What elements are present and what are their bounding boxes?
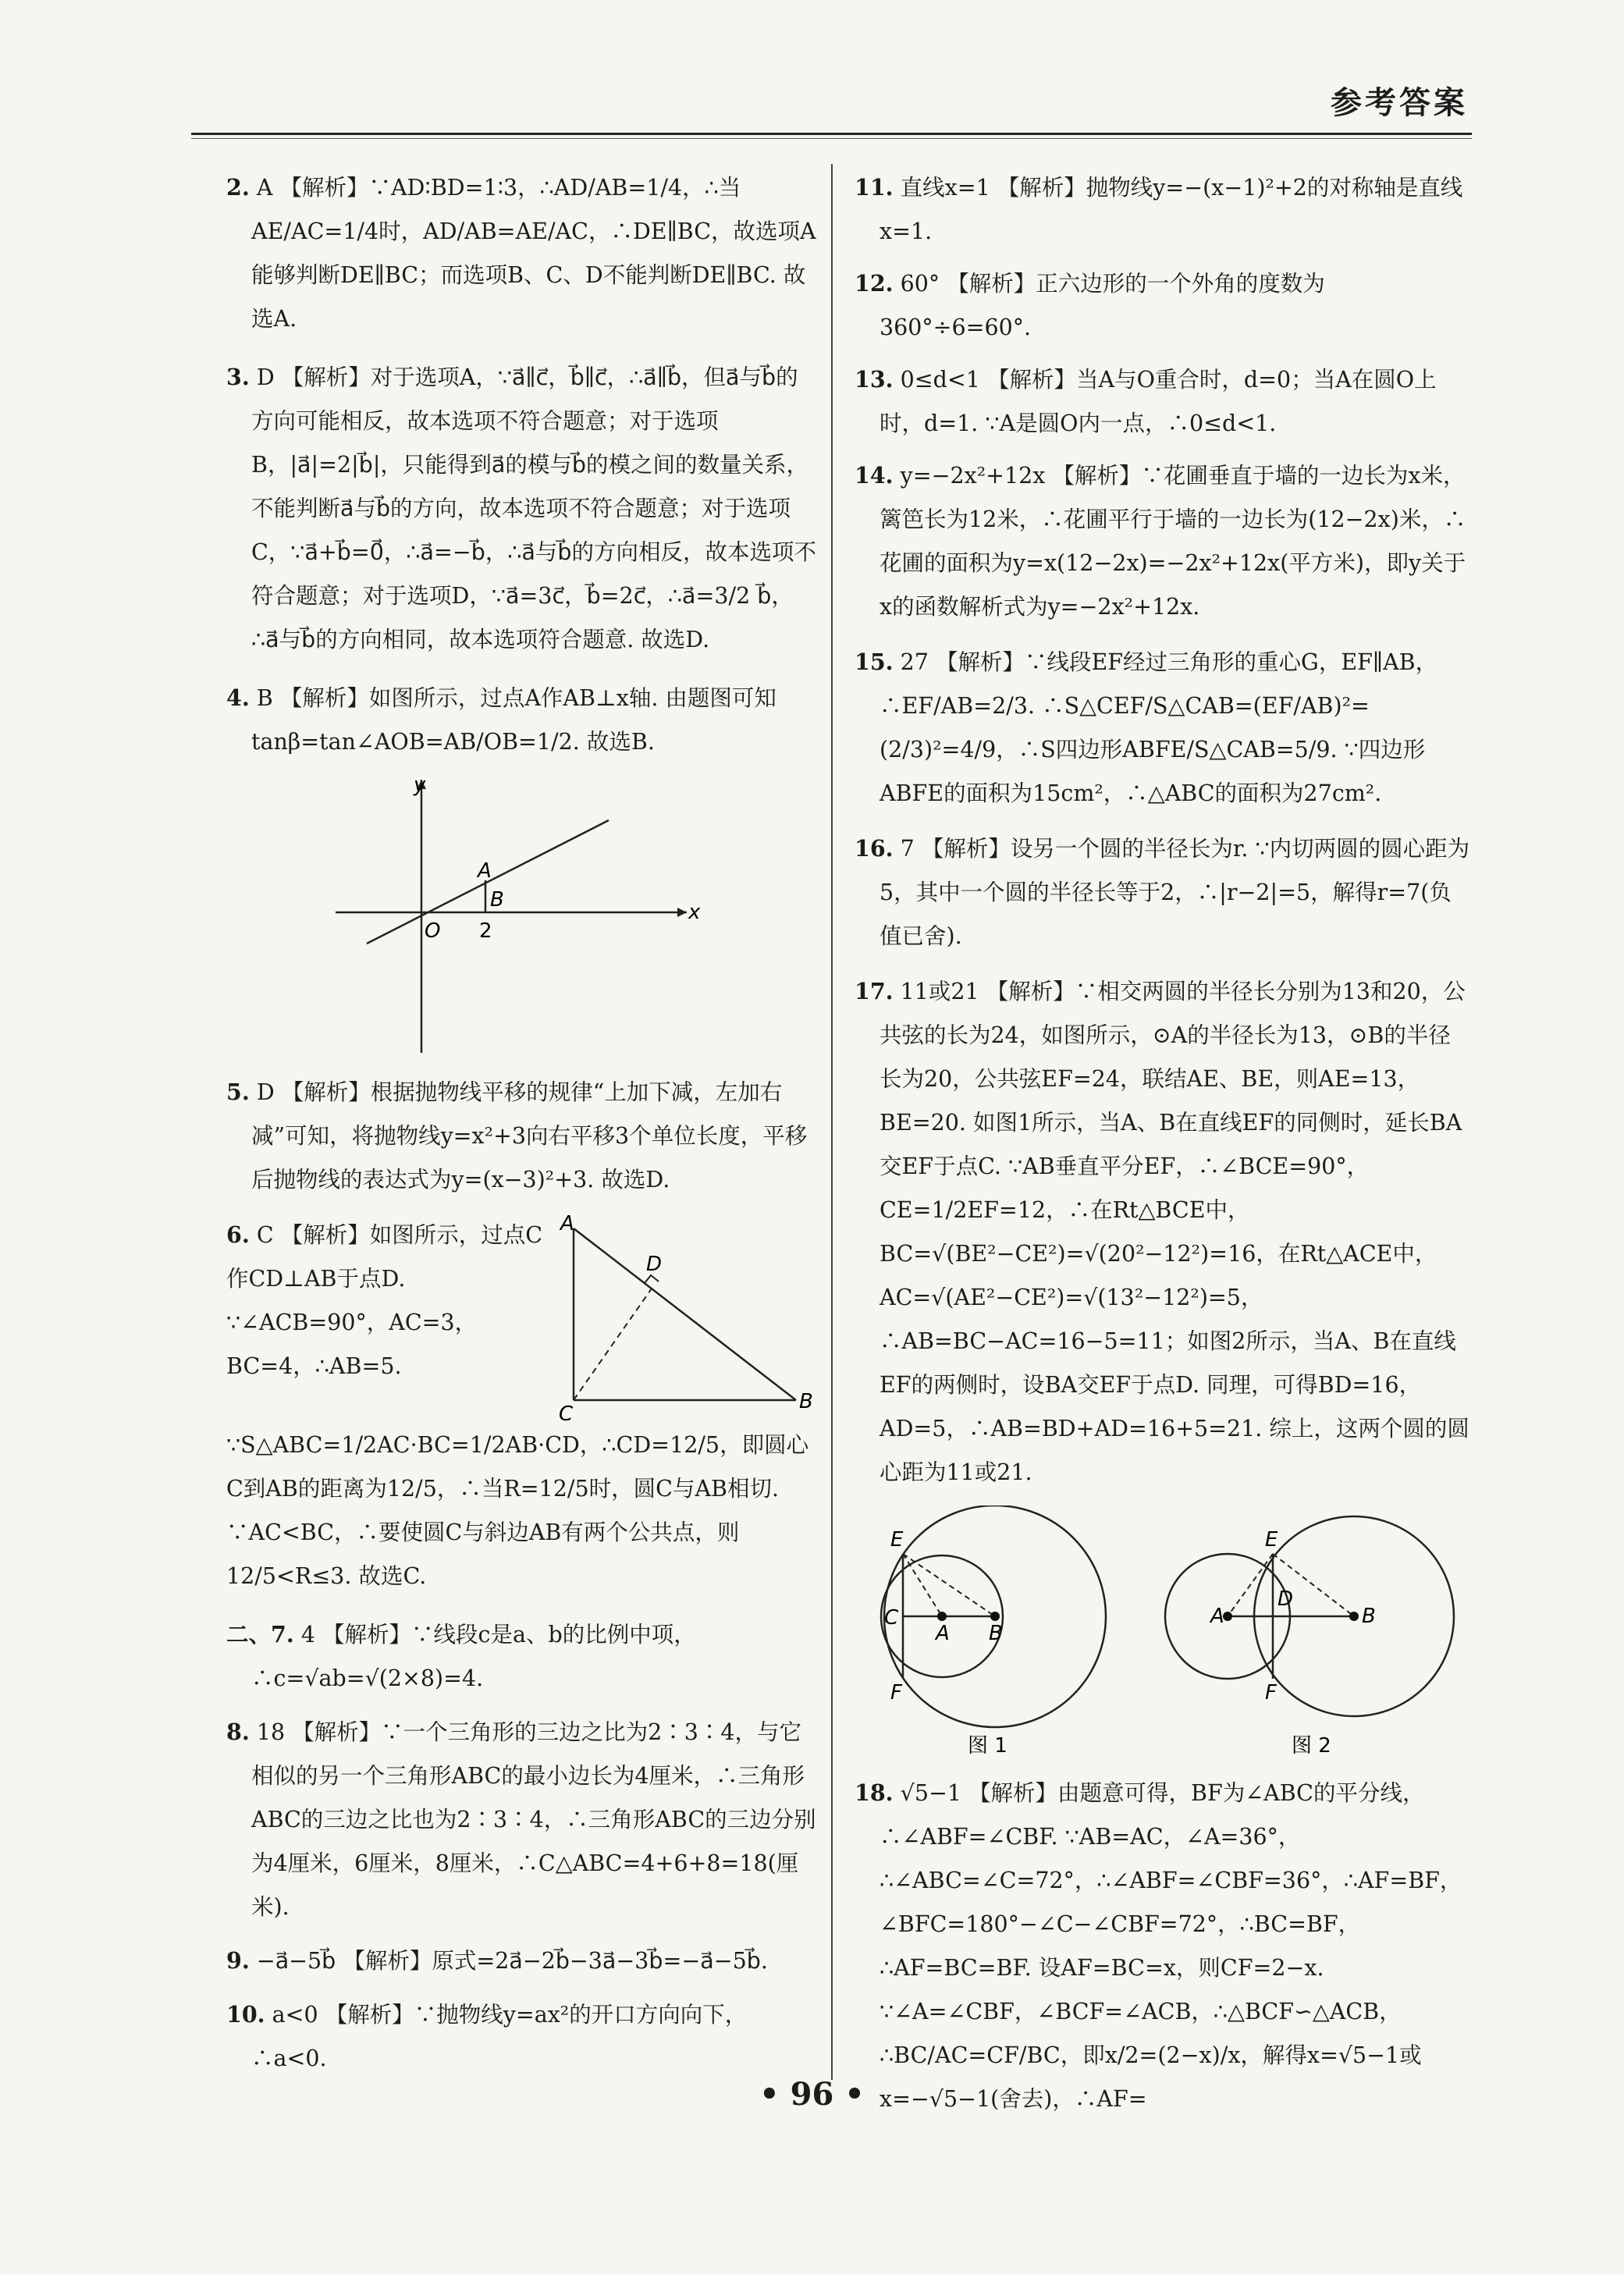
q6-label-d: D <box>646 1253 663 1276</box>
answer-15-text: 27 【解析】∵线段EF经过三角形的重心G，EF∥AB，∴EF/AB=2/3. ∴S△CEF/S△CAB=(EF/AB)²=(2/3)²=4/9，∴S四边形ABFE/S△CAB=5/9. ∵四边形ABFE的面积为15cm²，∴△ABC的面积为27cm². <box>880 649 1438 806</box>
page-number: • 96 • <box>759 2076 865 2113</box>
answer-13-number: 13. <box>855 366 894 393</box>
q17-fig2-label-a: A <box>1210 1605 1224 1628</box>
answer-14-text: y=−2x²+12x 【解析】∵花圃垂直于墙的一边长为x米，篱笆长为12米，∴花圃平行于墙的一边长为(12−2x)米，∴花圃的面积为y=x(12−2x)=−2x²+12x(平方米)，即y关于x的函数解析式为y=−2x²+12x. <box>880 463 1466 620</box>
q17-fig1-label-e: E <box>890 1528 904 1552</box>
answer-14 <box>855 453 1471 629</box>
q6-label-a: A <box>560 1213 574 1235</box>
answer-15 <box>855 640 1471 816</box>
answer-12-number: 12. <box>855 270 894 297</box>
q17-fig2-label-b: B <box>1362 1605 1376 1628</box>
q17-fig1-segment-eb <box>903 1554 995 1616</box>
answer-10-text: a<0 【解析】∵抛物线y=ax²的开口方向向下，∴a<0. <box>251 2002 748 2071</box>
q17-fig1-point-b <box>990 1612 1000 1621</box>
answer-6 <box>226 1213 819 1598</box>
answer-5-text: D 【解析】根据抛物线平移的规律“上加下减，左加右减”可知，将抛物线y=x²+3向右平移3个单位长度，平移后抛物线的表达式为y=(x−3)²+3. 故选D. <box>251 1079 808 1193</box>
q17-fig1-segment-ea <box>903 1554 942 1616</box>
answer-16-text: 7 【解析】设另一个圆的半径长为r. ∵内切两圆的圆心距为5，其中一个圆的半径长等于2，∴|r−2|=5，解得r=7(负值已舍). <box>880 836 1470 949</box>
answer-9 <box>226 1939 819 1983</box>
answer-13 <box>855 357 1471 446</box>
answer-2-number: 2. <box>226 174 250 201</box>
answer-3 <box>226 355 819 662</box>
answer-18 <box>855 1771 1471 2121</box>
q4-label-y: y <box>414 773 426 797</box>
q17-fig1-point-a <box>937 1612 947 1621</box>
answer-10-number: 10. <box>226 2001 265 2028</box>
q17-figure-1 <box>881 1505 1106 1758</box>
q6-label-b: B <box>799 1390 813 1413</box>
q17-fig2-segment-ea <box>1228 1554 1273 1616</box>
answer-2 <box>226 165 819 341</box>
answer-12-text: 60° 【解析】正六边形的一个外角的度数为360°÷6=60°. <box>880 271 1325 340</box>
q4-coordinate-figure <box>226 764 819 1061</box>
answer-11-number: 11. <box>855 174 894 201</box>
q4-label-a: A <box>478 859 492 883</box>
q17-fig2-point-b <box>1349 1612 1359 1621</box>
answer-4-number: 4. <box>226 684 250 711</box>
answer-8-number: 8. <box>226 1719 250 1745</box>
q17-fig1-caption: 图 1 <box>968 1734 1007 1758</box>
answer-18-number: 18. <box>855 1779 894 1806</box>
page-header-title: 参考答案 <box>1331 85 1468 121</box>
answer-5-number: 5. <box>226 1079 250 1105</box>
answer-11-text: 直线x=1 【解析】抛物线y=−(x−1)²+2的对称轴是直线x=1. <box>880 175 1463 244</box>
left-column <box>226 165 819 2081</box>
q4-x-arrow <box>677 908 687 917</box>
q17-fig2-label-e: E <box>1265 1528 1278 1552</box>
answer-2-text: A 【解析】∵AD∶BD=1∶3，∴AD/AB=1/4，∴当AE/AC=1/4时，AD/AB=AE/AC，∴DE∥BC，故选项A能够判断DE∥BC；而选项B、C、D不能判断DE∥BC. 故选A. <box>251 175 816 332</box>
answer-4-text: B 【解析】如图所示，过点A作AB⊥x轴. 由题图可知tanβ=tan∠AOB=AB/OB=1/2. 故选B. <box>251 685 776 755</box>
answer-9-number: 9. <box>226 1947 250 1974</box>
q4-label-x: x <box>688 901 701 924</box>
q17-fig1-label-b: B <box>989 1622 1003 1645</box>
answer-5 <box>226 1070 819 1202</box>
answer-17-text: 11或21 【解析】∵相交两圆的半径长分别为13和20，公共弦的长为24，如图所示，⊙A的半径长为13，⊙B的半径长为20，公共弦EF=24，联结AE、BE，则AE=13，BE=20. 如图1所示，当A、B在直线EF的同侧时，延长BA交EF于点C. ∵AB垂直平分EF，∴∠BCE=90°，CE=1/2EF=12，∴在Rt△BCE中，BC=√(BE²−CE²)=√(20²−12²)=16，在Rt△ACE中，AC=√(AE²−CE²)=√(13²−12²)=5，∴AB=BC−AC=16−5=11；如图2所示，当A、B在直线EF的两侧时，设BA交EF于点D. 同理，可得BD=16，AD=5，∴AB=BD+AD=16+5=21. 综上，这两个圆的圆心距为11或21. <box>880 979 1469 1485</box>
q17-fig2-label-d: D <box>1278 1587 1294 1611</box>
q17-figure-2 <box>1165 1516 1454 1758</box>
q6-side-ab <box>574 1228 796 1400</box>
answer-8-text: 18 【解析】∵一个三角形的三边之比为2∶3∶4，与它相似的另一个三角形ABC的最小边长为4厘米，∴三角形ABC的三边之比也为2∶3∶4，∴三角形ABC的三边分别为4厘米，6厘米，8厘米，∴C△ABC=4+6+8=18(厘米). <box>251 1719 816 1920</box>
q17-fig2-point-a <box>1223 1612 1232 1621</box>
answer-3-number: 3. <box>226 364 250 390</box>
answer-12 <box>855 261 1471 350</box>
answer-18-text: √5−1 【解析】由题意可得，BF为∠ABC的平分线，∴∠ABF=∠CBF. ∵AB=AC，∠A=36°，∴∠ABC=∠C=72°，∴∠ABF=∠CBF=36°，∴AF=BF，∠BFC=180°−∠C−∠CBF=72°，∴BC=BF，∴AF=BC=BF. 设AF=BC=x，则CF=2−x. ∵∠A=∠CBF，∠BCF=∠ACB，∴△BCF∽△ACB，∴BC/AC=CF/BC，即x/2=(2−x)/x，解得x=√5−1或x=−√5−1(舍去)，∴AF= <box>880 1780 1462 2112</box>
answer-3-text: D 【解析】对于选项A，∵a⃗∥c⃗，b⃗∥c⃗，∴a⃗∥b⃗，但a⃗与b⃗的方向可能相反，故本选项不符合题意；对于选项B，|a⃗|=2|b⃗|，只能得到a⃗的模与b⃗的模之间的数量关系，不能判断a⃗与b⃗的方向，故本选项不符合题意；对于选项C，∵a⃗+b⃗=0⃗，∴a⃗=−b⃗，∴a⃗与b⃗的方向相反，故本选项不符合题意；对于选项D，∵a⃗=3c⃗，b⃗=2c⃗，∴a⃗=3/2 b⃗，∴a⃗与b⃗的方向相同，故本选项符合题意. 故选D. <box>251 364 817 652</box>
answer-6-text: C 【解析】如图所示，过点C作CD⊥AB于点D. ∵∠ACB=90°，AC=3，BC=4，∴AB=5. ∵S△ABC=1/2AC·BC=1/2AB·CD，∴CD=12/5，即圆心C到AB的距离为12/5，∴当R=12/5时，圆C与AB相切. ∵AC<BC，∴要使圆C与斜边AB有两个公共点，则12/5<R≤3. 故选C. <box>226 1222 809 1589</box>
q17-fig2-label-f: F <box>1265 1681 1277 1704</box>
q17-fig1-label-c: C <box>884 1606 899 1630</box>
header-rule-thin <box>191 138 1472 139</box>
q6-altitude-cd <box>574 1289 652 1400</box>
answer-9-text: −a⃗−5b⃗ 【解析】原式=2a⃗−2b⃗−3a⃗−3b⃗=−a⃗−5b⃗. <box>256 1948 768 1974</box>
q4-label-b: B <box>490 888 504 912</box>
q17-fig1-label-a: A <box>936 1622 950 1645</box>
q4-label-2: 2 <box>479 919 492 943</box>
answer-17 <box>855 969 1471 1495</box>
answer-7 <box>226 1612 819 1701</box>
q6-label-c: C <box>559 1402 574 1424</box>
q6-triangle-figure <box>554 1213 819 1424</box>
answer-7-text: 4 【解析】∵线段c是a、b的比例中项，∴c=√ab=√(2×8)=4. <box>251 1622 696 1691</box>
answer-16 <box>855 826 1471 958</box>
answer-7-number: 二、7. <box>226 1621 294 1648</box>
answer-13-text: 0≤d<1 【解析】当A与O重合时，d=0；当A在圆O上时，d=1. ∵A是圆O内一点，∴0≤d<1. <box>880 367 1437 436</box>
q17-circles-figure <box>855 1505 1471 1763</box>
header-rule <box>191 133 1472 135</box>
answer-16-number: 16. <box>855 835 894 862</box>
answer-10 <box>226 1992 819 2081</box>
q6-right-angle-mark <box>645 1275 659 1283</box>
right-column <box>855 165 1471 2121</box>
answer-14-number: 14. <box>855 462 894 489</box>
answer-17-number: 17. <box>855 978 894 1004</box>
answer-6-number: 6. <box>226 1221 250 1248</box>
q17-fig1-label-f: F <box>890 1681 902 1704</box>
answer-15-number: 15. <box>855 649 894 675</box>
answer-8 <box>226 1710 819 1929</box>
q17-fig2-caption: 图 2 <box>1292 1734 1331 1758</box>
column-divider <box>831 164 833 2080</box>
answer-11 <box>855 165 1471 254</box>
q4-label-o: O <box>425 919 441 943</box>
answer-4 <box>226 676 819 764</box>
